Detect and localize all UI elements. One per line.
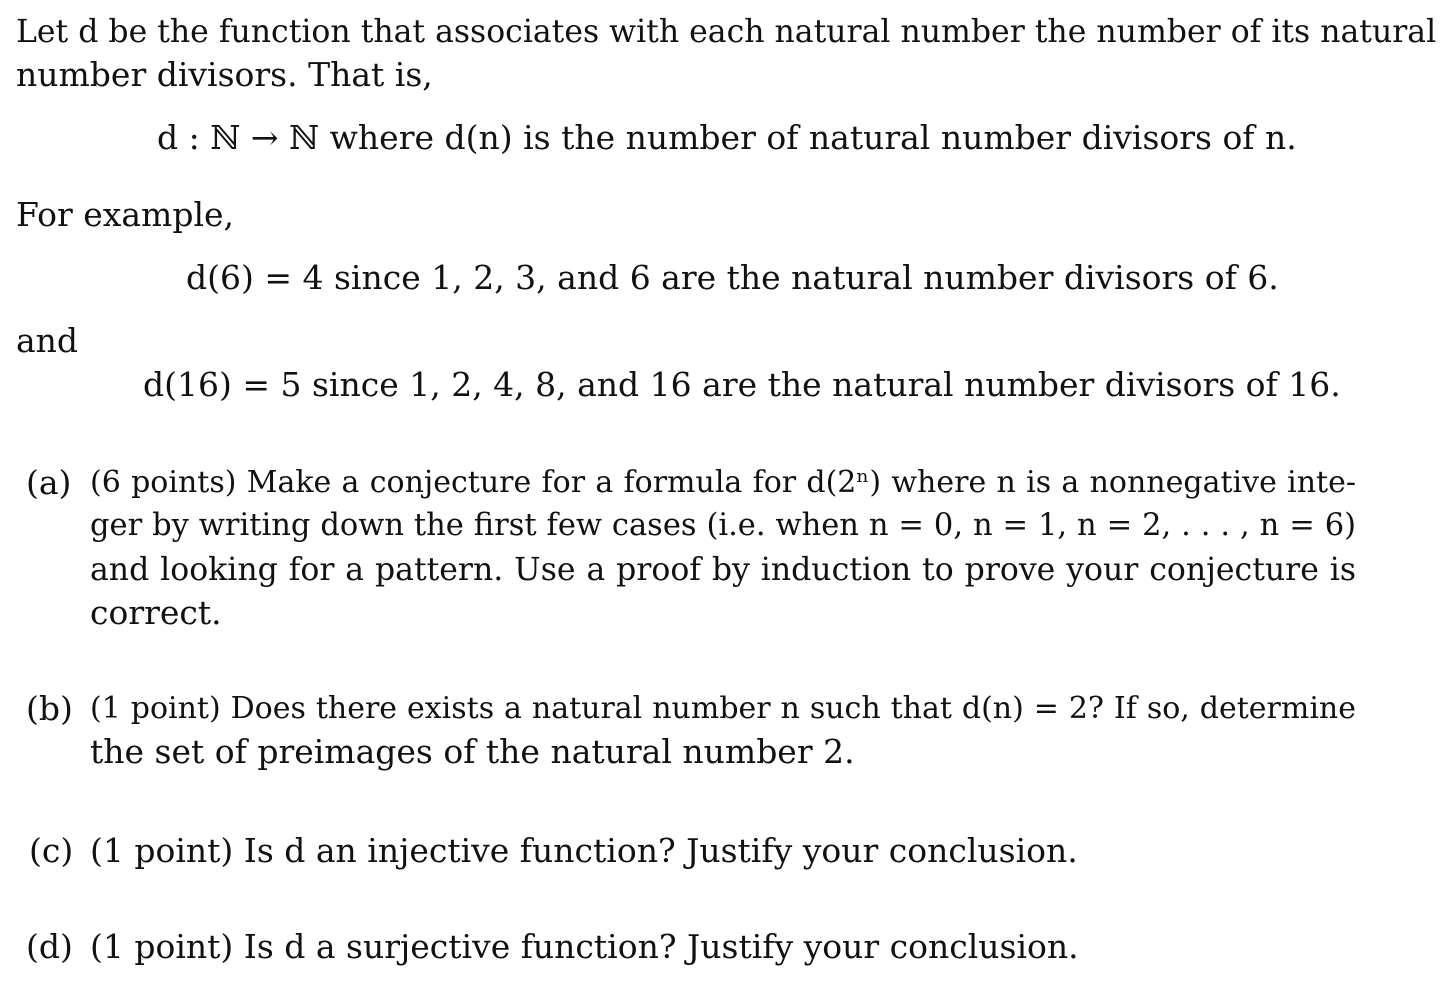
intro-line-1: Let d be the function that associates with each natural number the number of its natural — [16, 14, 1437, 50]
examples-connector: and — [16, 321, 79, 360]
example-d16: d(16) = 5 since 1, 2, 4, 8, and 16 are the natural number divisors of 16. — [143, 365, 1341, 404]
part-a-line-1: (6 points) Make a conjecture for a formula for d(2ⁿ) where n is a nonnegative inte- — [90, 465, 1356, 500]
examples-lead: For example, — [16, 195, 235, 234]
part-b-marker: (b) — [26, 689, 73, 728]
part-b-line-1: (1 point) Does there exists a natural number n such that d(n) = 2? If so, determine — [90, 691, 1356, 726]
part-a-line-3: and looking for a pattern. Use a proof by induction to prove your conjecture is — [90, 552, 1356, 588]
part-c-marker: (c) — [29, 831, 74, 870]
example-d6: d(6) = 4 since 1, 2, 3, and 6 are the natural number divisors of 6. — [186, 258, 1279, 297]
part-b-line-2: the set of preimages of the natural number 2. — [90, 732, 855, 771]
intro-line-2: number divisors. That is, — [16, 55, 433, 94]
part-d-line-1: (1 point) Is d a surjective function? Justify your conclusion. — [90, 927, 1079, 966]
part-a-line-4: correct. — [90, 593, 222, 632]
part-a-marker: (a) — [26, 463, 72, 502]
part-a-line-2: ger by writing down the first few cases (i.e. when n = 0, n = 1, n = 2, . . . , n = 6) — [90, 508, 1356, 543]
function-definition: d : ℕ → ℕ where d(n) is the number of natural number divisors of n. — [157, 118, 1297, 157]
part-d-marker: (d) — [26, 927, 73, 966]
part-c-line-1: (1 point) Is d an injective function? Justify your conclusion. — [90, 831, 1078, 870]
